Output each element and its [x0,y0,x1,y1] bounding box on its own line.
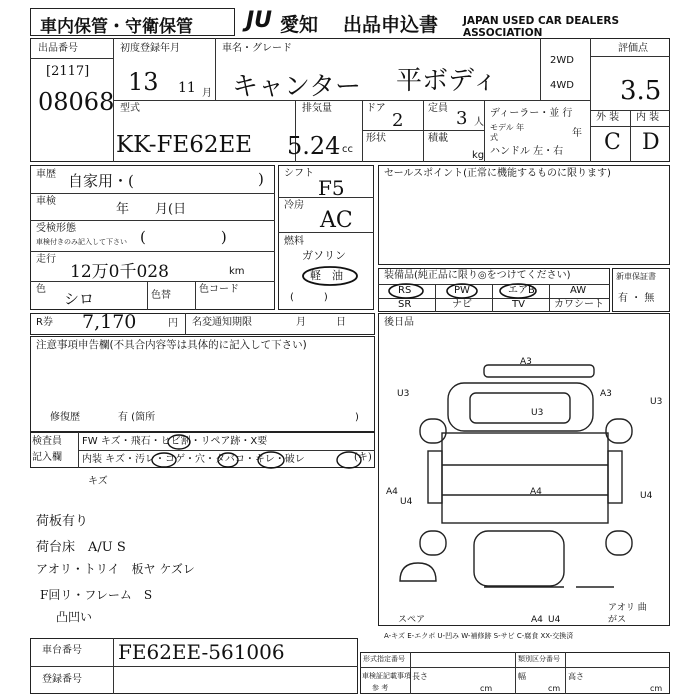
diesel-circle [300,264,360,288]
rear-day-label: 後日品 [384,317,414,328]
color-code-label: 色コード [199,284,239,295]
color-value: シロ [64,290,95,308]
note-line-2: 荷台床 A/U S [36,540,126,555]
equip-pw: PW [454,285,470,296]
inspector-interior-line: 内装 キズ・汚レ・コゲ・穴・タバコ・キレ・破レ [82,454,305,465]
inspection-label: 車検 [36,196,56,207]
org-name: 愛知 [280,14,319,36]
shape-label: 形状 [366,133,386,144]
note-line-1: 荷板有り [36,514,89,529]
warranty-label: 新車保証書 [616,272,656,281]
equip-tv: TV [512,299,525,310]
interior-label: 内 装 [636,112,660,123]
registration-month: 11 [178,80,196,96]
inspector-label-2: 記入欄 [32,452,62,463]
model-code: KK-FE62EE [116,132,253,158]
doors-value: 2 [392,110,404,131]
fuel-label: 燃料 [284,236,304,247]
repair-history-value: 有 (箇所 [118,412,156,423]
color-label: 色 [36,284,46,295]
cooler-label: 冷房 [284,200,304,211]
car-grade: 平ボディ [396,66,498,96]
color-change-label: 色替 [151,290,171,301]
doors-label: ドア [366,103,386,114]
length-label: 長さ [412,672,428,681]
fuel-paren: ( ) [290,292,328,303]
deadline-units: 月 日 [296,317,346,328]
inspector-annotation-right: (キ) [354,452,372,463]
drive-2wd: 2WD [550,55,574,66]
chassis-number: FE62EE-561006 [118,640,285,664]
inspection-record-label: 車検証記載事項 [362,672,411,680]
note-line-5: 凸凹い [56,610,93,624]
shift-value: F5 [318,176,345,200]
damage-mark-rear: A4 [531,615,543,625]
capacity-unit: 人 [474,117,484,128]
mileage-label: 走行 [36,254,56,265]
inspector-circles [78,430,378,470]
dealer-label: ディーラー・並 行 [490,108,573,119]
repair-history-close: ) [355,412,359,423]
vehicle-diagram [378,335,670,605]
damage-mark-rear-u: U4 [548,615,561,625]
equip-airbag: エアB [508,285,535,296]
repair-history-label: 修復歴 [50,412,80,423]
storage-label: 車内保管・守衛保管 [40,17,193,37]
shift-label: シフト [284,168,314,179]
inspector-label: 検査員 [32,436,62,447]
displacement-label: 排気量 [302,103,332,114]
reference-label: 参 考 [372,684,389,692]
handle-label: ハンドル 左・右 [490,146,564,157]
inspector-annotation-fw: キズ [88,476,108,487]
class-number-label: 類別区分番号 [518,655,560,663]
damage-mark-right-bed: U4 [640,491,653,501]
ju-logo: JU [246,8,273,33]
mileage-value: 12万0千028 [70,262,169,282]
damage-mark-right-front-2: U3 [650,397,663,407]
registration-year: 13 [128,68,159,96]
notes-label: 注意事項申告欄(不具合内容等は具体的に記入して下さい) [36,339,307,351]
equipment-circles [378,283,610,299]
recycle-label: R券 [36,317,53,328]
equip-aw: AW [570,285,587,296]
interior-grade: D [642,130,660,155]
height-label: 高さ [568,672,584,681]
chassis-label: 車台番号 [42,645,82,656]
equip-sr: SR [398,299,412,310]
model-label: 型式 [120,103,140,114]
lot-code: [2117] [46,64,90,79]
rating-label: 評価点 [618,43,648,54]
inspector-fw-line: FW キズ・飛石・ヒビ割・リペア跡・X要 [82,436,268,447]
association-name: JAPAN USED CAR DEALERS ASSOCIATION [463,15,620,39]
lot-number: 08068 [38,88,115,116]
drive-4wd: 4WD [550,80,574,91]
year-unit: 年 [572,128,582,139]
note-line-3: アオリ・トリイ 板ヤ ケズレ [36,562,195,576]
equipment-label: 装備品(純正品に限り◎をつけてください) [384,270,571,281]
fuel-gasoline: ガソリン [302,249,346,262]
capacity-value: 3 [456,108,468,129]
exterior-label: 外 装 [596,112,620,123]
inspection-text: 年 月(日 [116,202,187,217]
exterior-grade: C [604,130,621,155]
history-label: 車歴 [36,169,56,180]
cc-unit: cc [342,144,353,155]
deadline-label: 名変通知期限 [192,317,252,328]
mileage-unit: km [229,266,245,277]
selling-points-box [378,165,670,265]
history-value: 自家用・( [68,172,134,190]
displacement-value: 5.24 [287,132,341,160]
equip-navi: ナビ [452,299,472,310]
width-unit: cm [548,684,561,693]
lot-number-label: 出品番号 [38,43,78,54]
damage-mark-left-bed-u: U4 [400,497,413,507]
spare-label: スペア [398,615,426,625]
history-close: ) [258,170,264,188]
damage-mark-gate: アオリ 曲がス [608,603,647,625]
inspection-form-label: 受検形態 [36,223,76,234]
note-line-4: F回リ・フレーム S [40,588,153,602]
width-label: 幅 [518,672,526,681]
recycle-unit: 円 [168,318,178,329]
fuel-diesel: 軽 油 [310,269,343,282]
warranty-options: 有 ・ 無 [618,293,655,304]
equip-rs: RS [398,285,412,296]
cooler-value: AC [320,208,353,233]
equip-leather-seat: カワシート [554,299,604,310]
inspection-form-note: 車検付きのみ記入して下さい [36,238,127,246]
form-title: 出品申込書 [343,14,439,36]
load-label: 積載 [428,133,448,144]
car-name: キャンター [232,72,361,102]
recycle-amount: 7,170 [82,311,137,333]
damage-mark-bed: A4 [530,487,542,497]
diagram-legend: A-キズ E-エクボ U-凹み W-補修跡 S-サビ C-腐食 XX-交換済 [384,632,574,640]
height-unit: cm [650,684,663,693]
spec-number-label: 形式指定番号 [363,655,405,663]
rating-score: 3.5 [620,76,662,106]
damage-mark-roof: A3 [520,357,532,367]
damage-mark-right-front: A3 [600,389,612,399]
damage-mark-left-bed-a: A4 [386,487,398,497]
model-year-label: モデル 年式 [490,123,525,142]
car-name-label: 車名・グレード [222,43,292,54]
first-registration-label: 初度登録年月 [120,43,180,54]
kg-unit: kg [472,150,485,161]
damage-mark-hood: U3 [531,408,544,418]
length-unit: cm [480,684,493,693]
capacity-label: 定員 [428,103,448,114]
selling-points-label: セールスポイント(正常に機能するものに限ります) [384,168,611,179]
damage-mark-left-front: U3 [397,389,410,399]
month-unit: 月 [202,88,212,99]
registration-number-label: 登録番号 [42,674,82,685]
inspection-form-paren: ( ) [140,228,227,246]
